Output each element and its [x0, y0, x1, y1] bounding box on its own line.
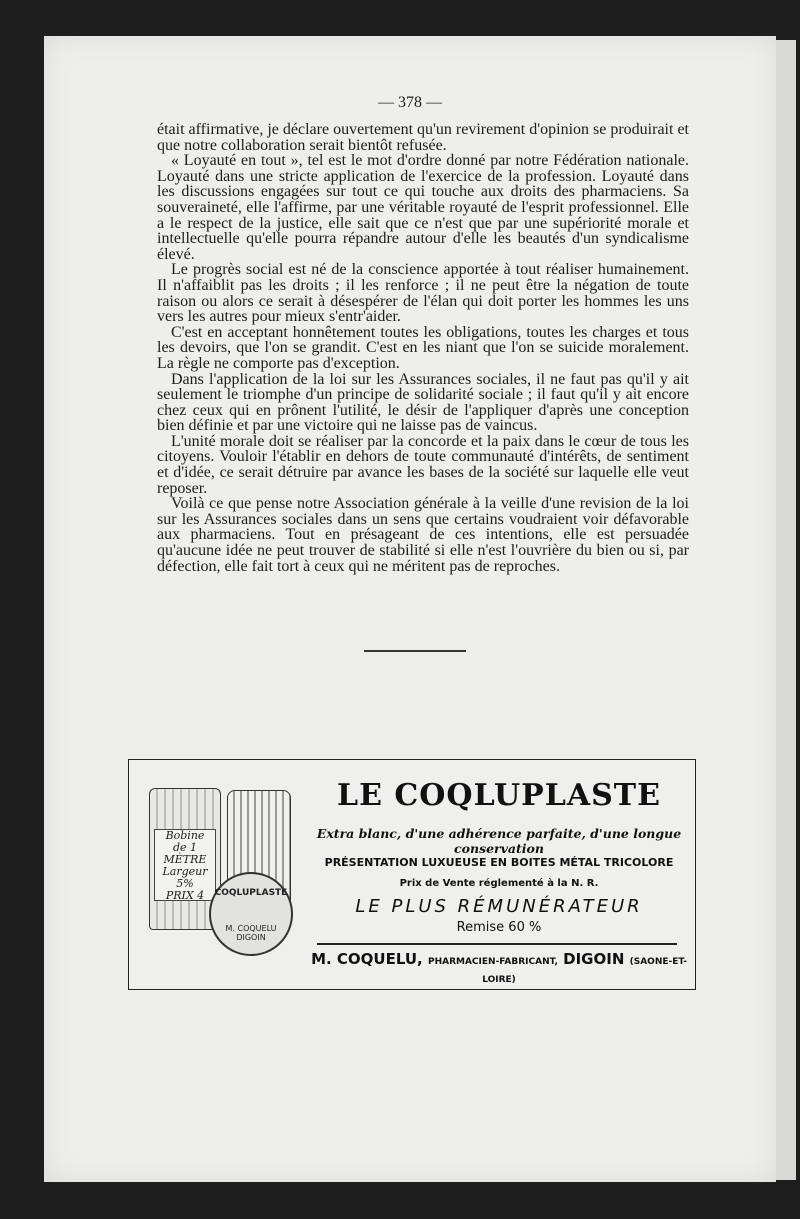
page-number: — 378 —: [378, 94, 442, 111]
can-label-line: de 1 MÈTRE: [163, 841, 207, 866]
paragraph: Voilà ce que pense notre Association générale à la veille d'une revision de la loi sur les Assurances sociales dans un sens que certains voudraient voir défavorable aux pharmaciens. Tout en présageant de ces intentions, elle est persuadée qu'aucune idée ne peut trouver de stabilité si elle n'est l'ouvrière du bien ou si, par défection, elle fait tort à ceux qui ne méritent pas de reproches.: [157, 495, 689, 575]
section-divider: [364, 650, 466, 652]
ad-maker-region: (SAONE-ET-LOIRE): [482, 957, 687, 985]
can-label-line: Bobine: [165, 829, 205, 842]
ad-title: LE COQLUPLASTE: [337, 778, 661, 813]
paragraph: Dans l'application de la loi sur les Assurances sociales, il ne faut pas qu'il y ait seulement le triomphe d'un principe de solidarité sociale ; il faut qu'il y ait encore chez ceux qui en prônent l'utilité, le désir de l'appliquer d'après une conception bien définie et par une victoire qui ne laisse pas de vaincus.: [157, 370, 689, 435]
can-label-line: PRIX 4: [165, 889, 205, 902]
ad-presentation: PRÉSENTATION LUXUEUSE EN BOITES MÉTAL TRICOLORE: [324, 856, 674, 869]
paragraph: était affirmative, je déclare ouvertement qu'un revirement d'opinion se produirait et que notre collaboration serait bientôt refusée.: [157, 121, 689, 154]
lid-maker: M. COQUELU DIGOIN: [225, 924, 277, 942]
can-label: [154, 829, 216, 901]
paragraph: Le progrès social est né de la conscience apportée à tout réaliser humainement. Il n'affaiblit pas les droits ; il les renforce ; il ne peut être la négation de toute raison ou alors ce serait à désespérer de l'élan qui doit porter les hommes les uns vers les autres pour mieux s'entr'aider.: [157, 261, 689, 326]
ad-discount: Remise 60 %: [456, 920, 542, 935]
ad-maker-role: PHARMACIEN-FABRICANT,: [427, 957, 558, 967]
paragraph: « Loyauté en tout », tel est le mot d'ordre donné par notre Fédération nationale. Loyauté dans une stricte application de l'exercice de la profession. Loyauté dans les discussions engagées sur tout ce qui touche aux droits des pharmaciens. Sa souveraineté, elle l'affirme, par une véritable royauté de l'esprit professionnel. Elle a le respect de la justice, elle sait que ce n'est que par une supériorité morale et intellectuelle qu'elle pourra répandre autour d'elle les beautés d'un syndicalisme élevé.: [157, 152, 689, 263]
ad-subtitle: Extra blanc, d'une adhérence parfaite, d'une longue conservation: [316, 826, 682, 856]
can-label-line: Largeur 5%: [162, 865, 208, 890]
ad-price-note: Prix de Vente réglementé à la N. R.: [399, 878, 599, 889]
ad-slogan: LE PLUS RÉMUNÉRATEUR: [355, 896, 643, 917]
ad-footer: [309, 950, 689, 986]
ad-divider: [317, 943, 677, 945]
paragraph: L'unité morale doit se réaliser par la concorde et la paix dans le cœur de tous les citoyens. Vouloir l'établir en dehors de toute communauté d'intérêts, de sentiment et d'idée, ce serait détruire par avance les bases de la société sur laquelle elle veut reposer.: [157, 432, 689, 497]
advertisement: [128, 759, 696, 990]
lid-brand: COQLUPLASTE: [214, 888, 288, 898]
ad-maker-city: DIGOIN: [563, 950, 625, 968]
tin-lid-illustration: [209, 872, 293, 956]
ad-maker-name: M. COQUELU,: [311, 950, 423, 968]
adjacent-page-edge: [776, 40, 796, 1180]
document-page: [44, 36, 776, 1182]
article-body: [157, 122, 689, 574]
paragraph: C'est en acceptant honnêtement toutes les obligations, toutes les charges et tous les devoirs, que l'on se grandit. C'est en les niant que l'on se suicide moralement. La règle ne comporte pas d'exception.: [157, 323, 689, 372]
